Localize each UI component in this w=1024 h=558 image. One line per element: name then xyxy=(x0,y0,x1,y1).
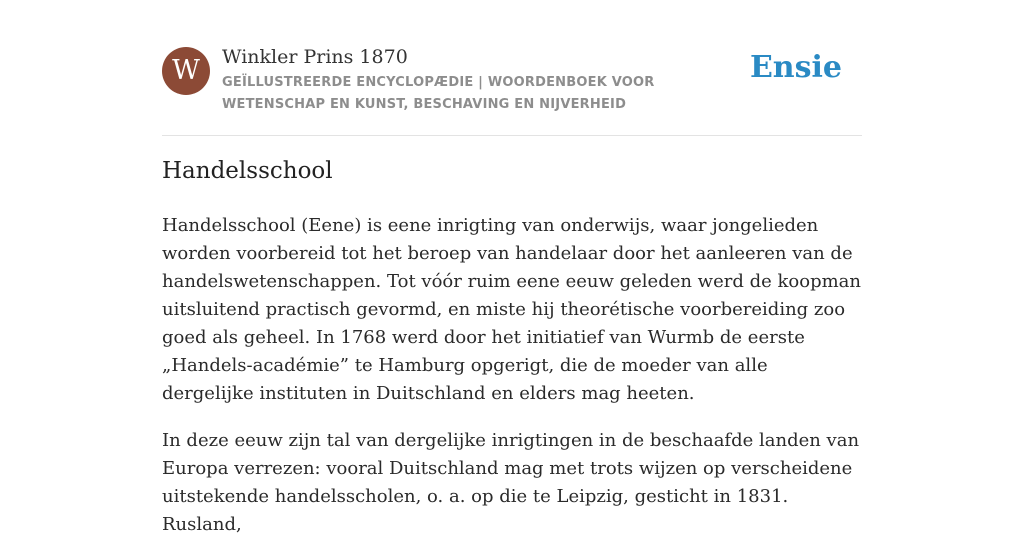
source-header xyxy=(162,44,862,136)
ensie-logo-link[interactable]: Ensie xyxy=(749,50,842,85)
article-title: Handelsschool xyxy=(162,158,333,184)
article-paragraph: Handelsschool (Eene) is eene inrigting van onderwijs, waar jongelieden worden voorbereid tot het beroep van handelaar door het aanleeren van de handelswetenschappen. Tot vóór ruim eene eeuw geleden werd de koopman uitsluitend practisch gevormd, en miste hij theorétische voorbereiding zoo goed als geheel. In 1768 werd door het initiatief van Wurmb de eerste „Handels-académie” te Hamburg opgerigt, die de moeder van alle dergelijke instituten in Duitschland en elders mag heeten. xyxy=(162,215,861,404)
source-avatar[interactable]: W xyxy=(162,47,210,95)
article-body xyxy=(162,212,862,558)
source-title[interactable]: Winkler Prins 1870 xyxy=(222,46,408,68)
article-paragraph: In deze eeuw zijn tal van dergelijke inrigtingen in de beschaafde landen van Europa verrezen: vooral Duitschland mag met trots wijzen op verscheidene uitstekende handelsscholen, o. a. op die te Leipzig, gesticht in 1831. Rusland, xyxy=(162,430,860,535)
source-subtitle: GEÏLLUSTREERDE ENCYCLOPÆDIE | WOORDENBOEK VOOR WETENSCHAP EN KUNST, BESCHAVING EN NIJVERHEID xyxy=(222,75,655,112)
